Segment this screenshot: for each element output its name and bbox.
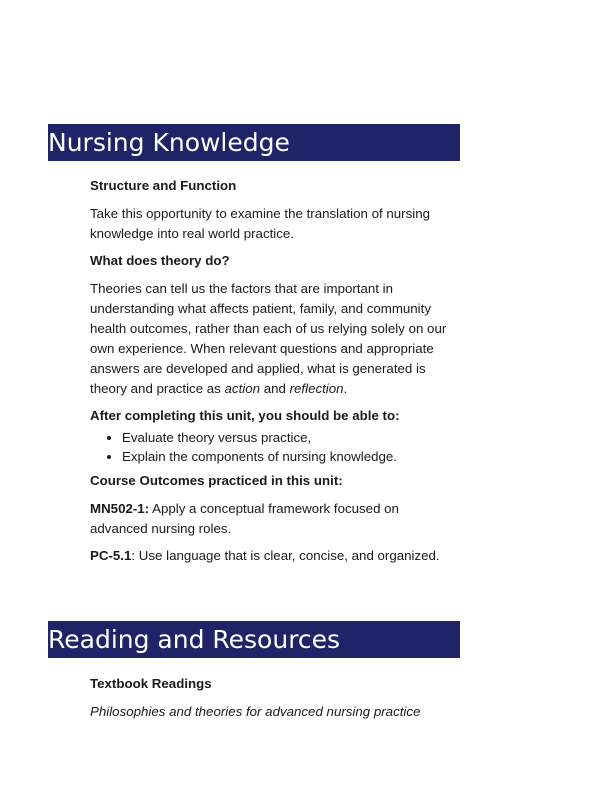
section-title: Reading and Resources — [48, 625, 341, 654]
emphasis-reflection: reflection — [289, 381, 344, 396]
list-item: • Explain the components of nursing knowledge. — [122, 447, 450, 466]
heading-theory: What does theory do? — [90, 253, 230, 268]
outcome-code: PC-5.1 — [90, 548, 132, 563]
section-title: Nursing Knowledge — [48, 128, 290, 157]
paragraph-intro: Take this opportunity to examine the translation of nursing knowledge into real world practice. — [90, 206, 431, 241]
outcome-pc-5-1 — [90, 546, 450, 566]
section-content-reading-resources — [90, 674, 450, 729]
reading-title: Philosophies and theories for advanced nursing practice — [90, 704, 421, 719]
objectives-list — [90, 428, 450, 466]
outcome-text: : Use language that is clear, concise, and organized. — [131, 548, 440, 563]
section-content-nursing-knowledge — [90, 176, 450, 573]
list-item: • Evaluate theory versus practice, — [122, 428, 450, 447]
outcome-text: Apply a conceptual framework focused on advanced nursing roles. — [90, 501, 399, 536]
heading-textbook-readings: Textbook Readings — [90, 676, 212, 691]
section-banner-nursing-knowledge — [48, 124, 460, 161]
heading-objectives: After completing this unit, you should be able to: — [90, 408, 400, 423]
section-banner-reading-resources — [48, 621, 460, 658]
paragraph-theory — [90, 279, 450, 399]
emphasis-action: action — [224, 381, 261, 396]
heading-structure-function: Structure and Function — [90, 178, 237, 193]
paragraph-theory-end: . — [343, 381, 348, 396]
outcome-code: MN502-1: — [90, 501, 150, 516]
heading-course-outcomes: Course Outcomes practiced in this unit: — [90, 473, 343, 488]
outcome-mn502-1 — [90, 499, 450, 539]
paragraph-theory-text: Theories can tell us the factors that are important in understanding what affects patient, family, and community health outcomes, rather than each of us relying solely on our own experience. When relevant questions and appropriate answers are developed and applied, what is generated is theory and practice as — [90, 281, 447, 396]
paragraph-theory-and: and — [260, 381, 290, 396]
reading-item — [90, 702, 450, 722]
